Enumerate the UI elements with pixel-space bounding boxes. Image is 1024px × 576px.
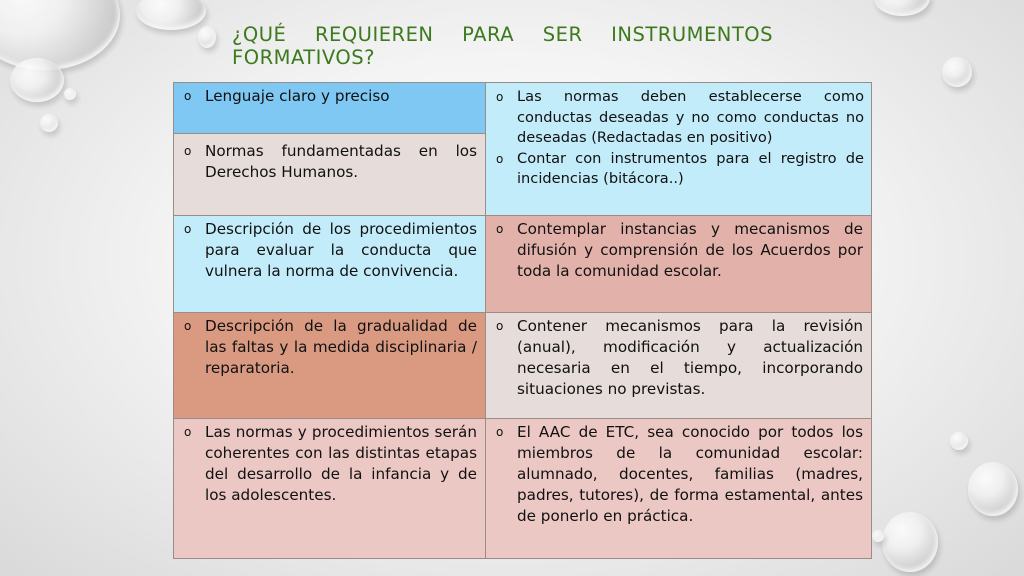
list-item: o El AAC de ETC, sea conocido por todos los miembros de la comunidad escolar: alumnado, docentes, familias (madres, padres, tutores), de forma estamental, antes de ponerlo en práctica. <box>496 422 863 527</box>
slide-title: ¿QUÉ REQUIEREN PARA SER INSTRUMENTOS FORMATIVOS? <box>232 23 773 69</box>
list-item: o Las normas y procedimientos serán coherentes con las distintas etapas del desarrollo de la infancia y de los adolescentes. <box>184 422 477 506</box>
decorative-drop <box>874 0 930 16</box>
decorative-drop <box>10 58 64 102</box>
table-cell <box>486 216 871 312</box>
decorative-drop <box>64 88 76 100</box>
list-item: o Normas fundamentadas en los Derechos Humanos. <box>184 141 477 183</box>
list-item: o Las normas deben establecerse como conductas deseadas y no como conductas no deseadas (Redactadas en positivo) <box>496 87 864 149</box>
decorative-drop <box>136 0 206 30</box>
decorative-drop <box>942 57 972 87</box>
decorative-drop <box>872 530 884 542</box>
requirements-table <box>173 82 872 559</box>
table-cell <box>486 83 871 215</box>
table-cell <box>174 419 485 558</box>
table-cell <box>486 313 871 418</box>
list-item: o Lenguaje claro y preciso <box>184 86 477 107</box>
list-item: o Contener mecanismos para la revisión (anual), modificación y actualización necesaria en el tiempo, incorporando situaciones no previstas. <box>496 316 863 400</box>
decorative-drop <box>40 114 58 132</box>
decorative-drop <box>0 0 120 70</box>
list-item: o Descripción de los procedimientos para evaluar la conducta que vulnera la norma de convivencia. <box>184 219 477 282</box>
decorative-drop <box>968 462 1018 516</box>
table-cell <box>174 216 485 312</box>
table-cell <box>174 313 485 418</box>
table-cell <box>174 83 485 133</box>
table-cell <box>486 419 871 558</box>
decorative-drop <box>882 512 938 572</box>
decorative-drop <box>950 432 968 450</box>
table-cell <box>174 134 485 215</box>
list-item: o Contar con instrumentos para el registro de incidencias (bitácora..) <box>496 149 864 190</box>
decorative-drop <box>198 26 216 48</box>
list-item: o Descripción de la gradualidad de las faltas y la medida disciplinaria / reparatoria. <box>184 316 477 379</box>
list-item: o Contemplar instancias y mecanismos de difusión y comprensión de los Acuerdos por toda la comunidad escolar. <box>496 219 863 282</box>
